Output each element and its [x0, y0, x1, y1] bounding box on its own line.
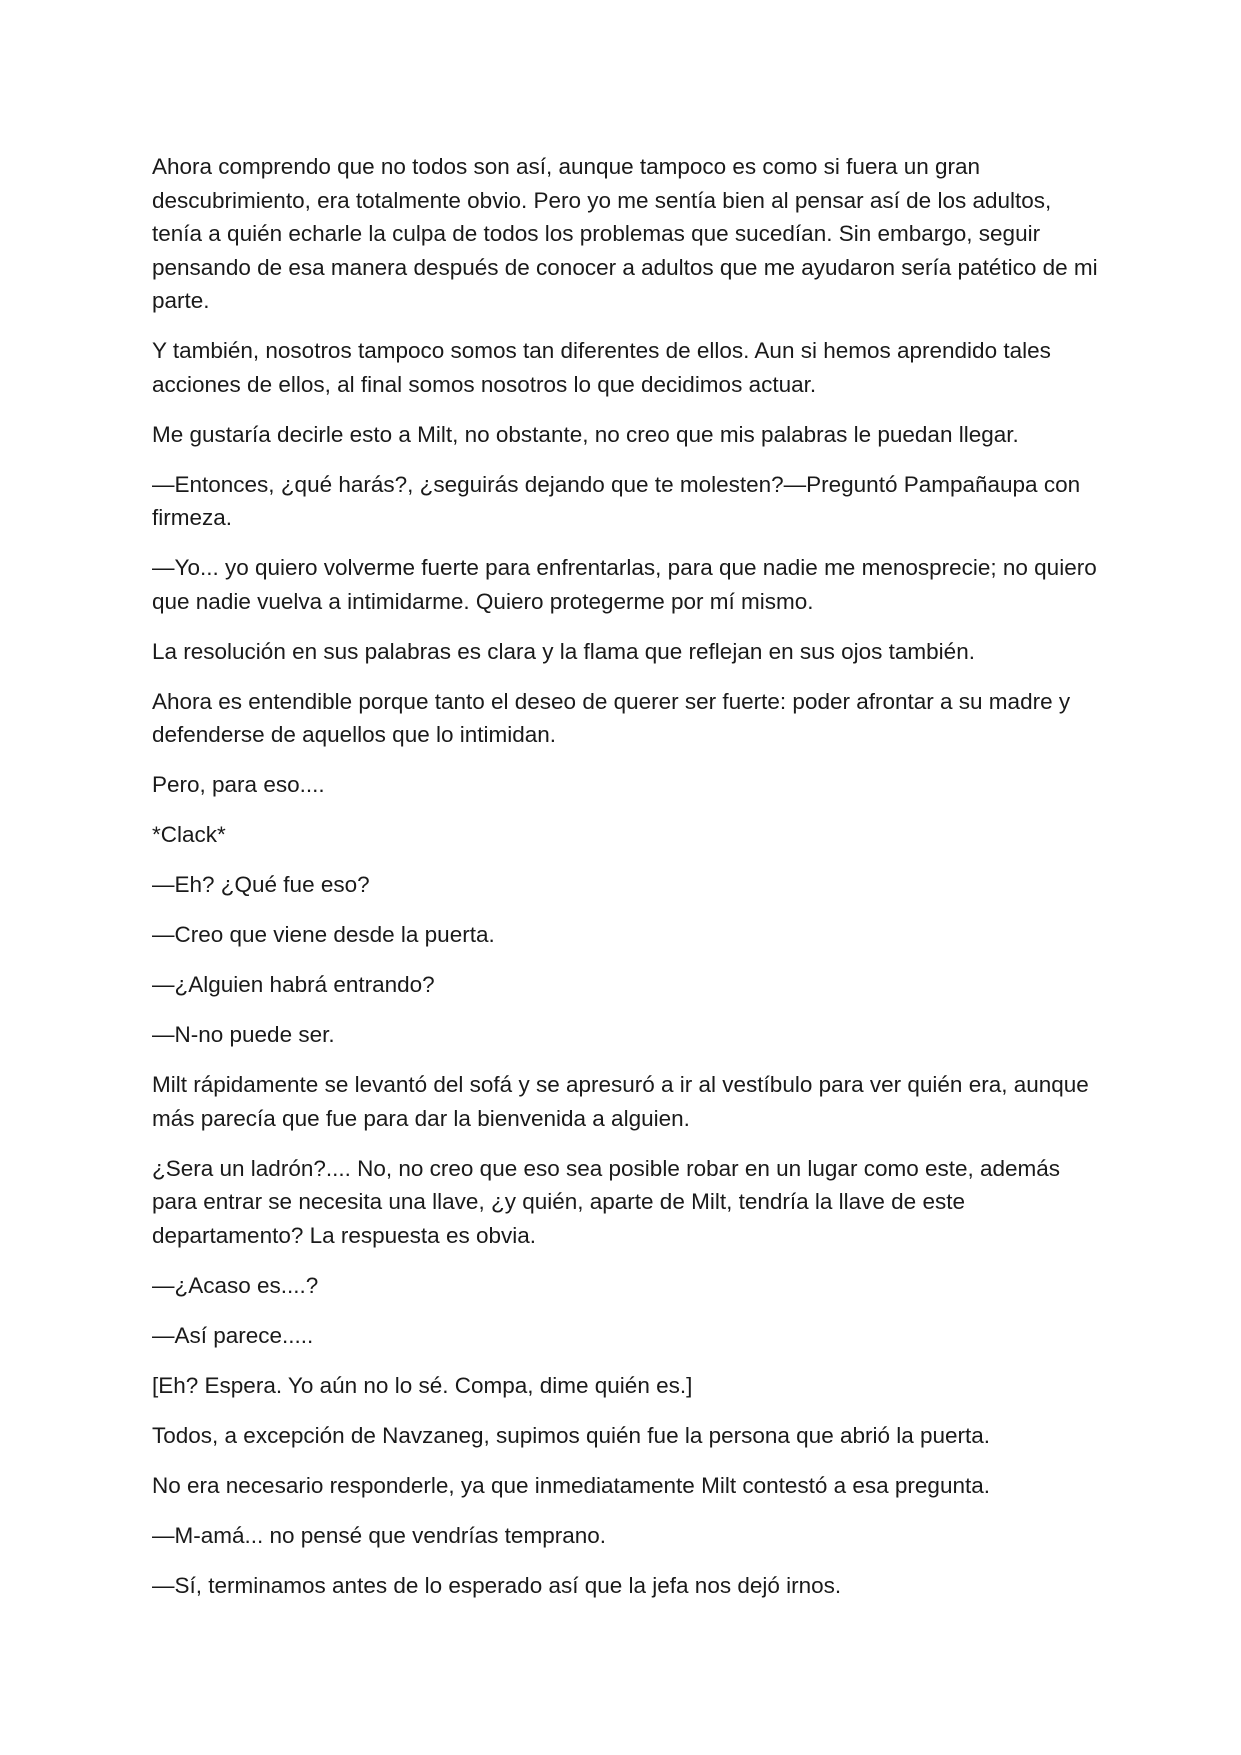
- paragraph: Ahora es entendible porque tanto el deseo de querer ser fuerte: poder afrontar a su madre y defenderse de aquellos que lo intimidan.: [152, 688, 1071, 747]
- sound-effect: *Clack*: [152, 822, 226, 847]
- dialogue-line: —Entonces, ¿qué harás?, ¿seguirás dejando que te molesten?—Preguntó Pampañaupa con firmeza.: [152, 471, 1081, 530]
- paragraph: La resolución en sus palabras es clara y la flama que reflejan en sus ojos también.: [152, 638, 975, 664]
- bracket-dialogue: [Eh? Espera. Yo aún no lo sé. Compa, dime quién es.]: [152, 1372, 693, 1398]
- dialogue-line: —Eh? ¿Qué fue eso?: [152, 872, 370, 897]
- paragraph: Todos, a excepción de Navzaneg, supimos quién fue la persona que abrió la puerta.: [152, 1422, 991, 1448]
- dialogue-line: —Sí, terminamos antes de lo esperado así que la jefa nos dejó irnos.: [152, 1572, 842, 1598]
- paragraph: ¿Sera un ladrón?.... No, no creo que eso sea posible robar en un lugar como este, además para entrar se necesita una llave, ¿y quién, aparte de Milt, tendría la llave de este departamento? La respuesta es obvia.: [152, 1155, 1061, 1248]
- dialogue-line: —¿Alguien habrá entrando?: [152, 972, 435, 997]
- dialogue-line: —N-no puede ser.: [152, 1022, 335, 1047]
- dialogue-line: —M-amá... no pensé que vendrías temprano.: [152, 1522, 606, 1548]
- paragraph: Y también, nosotros tampoco somos tan diferentes de ellos. Aun si hemos aprendido tales acciones de ellos, al final somos nosotros lo que decidimos actuar.: [152, 338, 1051, 397]
- paragraph: Me gustaría decirle esto a Milt, no obstante, no creo que mis palabras le puedan llegar.: [152, 421, 1019, 447]
- dialogue-line: —Yo... yo quiero volverme fuerte para enfrentarlas, para que nadie me menosprecie; no quiero que nadie vuelva a intimidarme. Quiero protegerme por mí mismo.: [152, 555, 1097, 614]
- dialogue-line: —Creo que viene desde la puerta.: [152, 922, 495, 947]
- dialogue-line: —Así parece.....: [152, 1322, 314, 1348]
- body-text: [152, 150, 1102, 1619]
- paragraph: Ahora comprendo que no todos son así, aunque tampoco es como si fuera un gran descubrimiento, era totalmente obvio. Pero yo me sentía bien al pensar así de los adultos, tenía a quién echarle la culpa de todos los problemas que sucedían. Sin embargo, seguir pensando de esa manera después de conocer a adultos que me ayudaron sería patético de mi parte.: [152, 154, 1098, 313]
- paragraph: Pero, para eso....: [152, 772, 325, 797]
- dialogue-line: —¿Acaso es....?: [152, 1272, 319, 1298]
- paragraph: Milt rápidamente se levantó del sofá y se apresuró a ir al vestíbulo para ver quién era, aunque más parecía que fue para dar la bienvenida a alguien.: [152, 1072, 1089, 1131]
- paragraph: No era necesario responderle, ya que inmediatamente Milt contestó a esa pregunta.: [152, 1472, 990, 1498]
